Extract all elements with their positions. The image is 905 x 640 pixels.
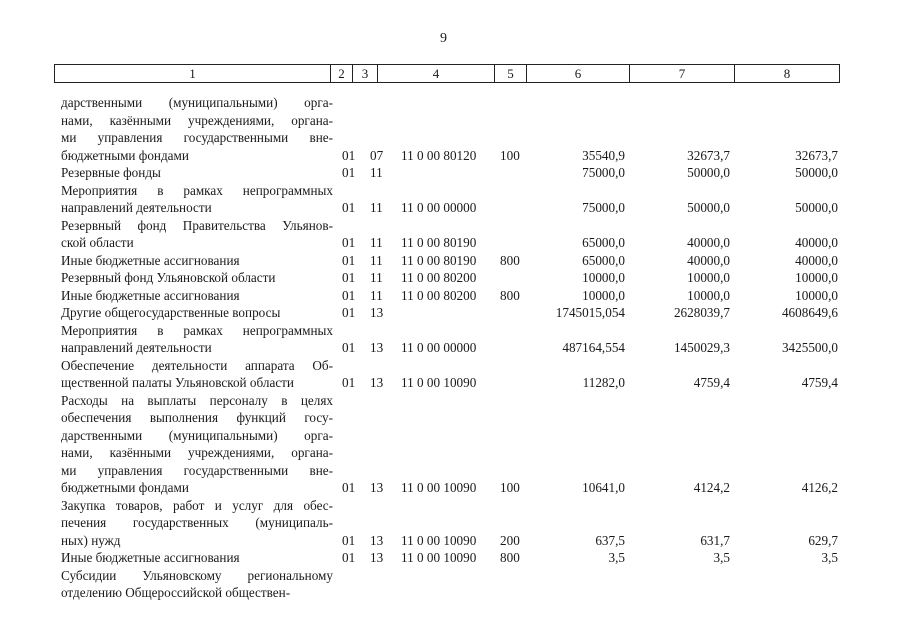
section-code: 01 [342,532,356,548]
target-article-code: 11 0 00 00000 [401,340,477,355]
subsection-code: 11 [370,252,383,268]
amount-col-7: 32673,7 [687,147,730,163]
subsection-code: 13 [370,480,384,495]
amount-col-6: 10000,0 [582,287,625,303]
expense-type-code: 800 [500,252,520,268]
description-line: Иные бюджетные ассигнования [61,252,240,268]
subsection-code: 11 [370,287,383,303]
table-row [0,182,905,217]
description-line: Иные бюджетные ассигнования [61,287,240,303]
description-line: печения государственных (муниципаль- [61,515,333,530]
amount-col-7: 50000,0 [687,200,730,215]
table-header [54,64,840,83]
description-line: ми управления государственными вне- [61,130,333,145]
description-line: Субсидии Ульяновскому региональному [61,567,333,583]
description-line: Закупка товаров, работ и услуг для обес- [61,497,333,513]
amount-col-7: 1450029,3 [673,340,730,355]
description-line: дарственными (муниципальными) орга- [61,95,333,110]
section-code: 01 [342,340,356,355]
subsection-code: 13 [370,532,384,548]
subsection-code: 11 [370,165,383,180]
amount-col-7: 4759,4 [693,375,730,390]
row-description [61,252,333,270]
header-col-1: 1 [55,65,331,82]
header-col-4: 4 [378,65,495,82]
description-line: бюджетными фондами [61,480,189,495]
description-line: направлений деятельности [61,340,212,355]
subsection-code: 13 [370,550,384,565]
amount-col-7: 2628039,7 [673,305,730,320]
amount-col-8: 40000,0 [795,252,838,268]
header-col-8: 8 [783,66,791,81]
target-article-code: 11 0 00 10090 [401,550,477,565]
row-description [61,567,333,602]
expense-type-code: 100 [500,480,520,495]
target-article-code: 11 0 00 80120 [401,147,477,163]
subsection-code: 11 [370,270,383,285]
description-line: ми управления государственными вне- [61,462,333,478]
amount-col-8: 4608649,6 [781,305,838,320]
header-col-6: 6 [527,65,630,82]
row-description [61,357,333,392]
description-line: направлений деятельности [61,200,212,215]
section-code: 01 [342,147,356,163]
description-line: Иные бюджетные ассигнования [61,550,240,565]
header-col-2: 2 [331,65,353,82]
subsection-code: 13 [370,375,384,390]
amount-col-6: 1745015,054 [555,305,625,320]
table-row [0,94,905,164]
header-col-3: 3 [353,65,378,82]
row-description [61,304,333,322]
description-line: Мероприятия в рамках непрограммных [61,322,333,338]
target-article-code: 11 0 00 80190 [401,235,477,250]
description-line: Мероприятия в рамках непрограммных [61,182,333,198]
target-article-code: 11 0 00 80190 [401,252,477,268]
section-code: 01 [342,375,356,390]
amount-col-7: 3,5 [713,550,730,565]
description-line: щественной палаты Ульяновской области [61,375,294,390]
description-line: бюджетными фондами [61,147,189,163]
section-code: 01 [342,165,356,180]
amount-col-7: 40000,0 [687,252,730,268]
amount-col-7: 50000,0 [687,165,730,180]
amount-col-8: 4126,2 [801,480,838,495]
amount-col-8: 50000,0 [795,200,838,215]
target-article-code: 11 0 00 10090 [401,480,477,495]
amount-col-6: 10000,0 [582,270,625,285]
amount-col-7: 10000,0 [687,287,730,303]
amount-col-6: 65000,0 [582,252,625,268]
table-row [0,252,905,270]
description-line: Обеспечение деятельности аппарата Об- [61,357,333,373]
subsection-code: 07 [370,147,384,163]
target-article-code: 11 0 00 00000 [401,200,477,215]
table-row [0,497,905,550]
row-description [61,549,333,567]
row-description [61,164,333,182]
row-description [61,269,333,287]
amount-col-6: 10641,0 [582,480,625,495]
amount-col-8: 32673,7 [795,147,838,163]
amount-col-8: 3,5 [821,550,838,565]
row-description [61,497,333,550]
expense-type-code: 800 [500,287,520,303]
description-line: нами, казёнными учреждениями, органа- [61,112,333,128]
section-code: 01 [342,287,356,303]
subsection-code: 13 [370,340,384,355]
row-description [61,392,333,497]
expense-type-code: 200 [500,532,520,548]
amount-col-7: 10000,0 [687,270,730,285]
row-description [61,182,333,217]
amount-col-6: 487164,554 [562,340,625,355]
amount-col-7: 4124,2 [693,480,730,495]
expense-type-code: 100 [500,147,520,163]
subsection-code: 11 [370,200,383,215]
page-number: 9 [440,31,447,46]
section-code: 01 [342,480,356,495]
amount-col-6: 637,5 [595,532,625,548]
amount-col-6: 35540,9 [582,147,625,163]
section-code: 01 [342,305,356,320]
description-line: Расходы на выплаты персоналу в целях [61,392,333,408]
expense-type-code: 800 [500,550,520,565]
section-code: 01 [342,550,356,565]
target-article-code: 11 0 00 80200 [401,287,477,303]
row-description [61,322,333,357]
description-line: ных) нужд [61,532,121,548]
table-row [0,304,905,322]
header-col-5: 5 [495,65,527,82]
section-code: 01 [342,270,356,285]
description-line: обеспечения выполнения функций госу- [61,410,333,425]
target-article-code: 11 0 00 10090 [401,532,477,548]
target-article-code: 11 0 00 80200 [401,270,477,285]
amount-col-7: 40000,0 [687,235,730,250]
table-row [0,217,905,252]
target-article-code: 11 0 00 10090 [401,375,477,390]
row-description [61,217,333,252]
subsection-code: 13 [370,305,384,320]
section-code: 01 [342,252,356,268]
row-description [61,287,333,305]
row-description [61,94,333,164]
table-row [0,357,905,392]
table-row [0,164,905,182]
amount-col-6: 3,5 [608,550,625,565]
description-line: Резервные фонды [61,165,161,180]
amount-col-8: 40000,0 [795,235,838,250]
amount-col-8: 3425500,0 [781,340,838,355]
amount-col-6: 75000,0 [582,200,625,215]
subsection-code: 11 [370,235,383,250]
amount-col-8: 10000,0 [795,287,838,303]
table-row [0,392,905,497]
table-row [0,269,905,287]
amount-col-6: 11282,0 [582,375,625,390]
amount-col-8: 629,7 [808,532,838,548]
description-line: Резервный фонд Ульяновской области [61,270,276,285]
table-row [0,322,905,357]
amount-col-7: 631,7 [700,532,730,548]
section-code: 01 [342,200,356,215]
description-line: отделению Общероссийской обществен- [61,585,291,600]
description-line: дарственными (муниципальными) орга- [61,427,333,443]
amount-col-8: 50000,0 [795,165,838,180]
description-line: Другие общегосударственные вопросы [61,305,281,320]
description-line: нами, казёнными учреждениями, органа- [61,445,333,460]
amount-col-8: 4759,4 [801,375,838,390]
amount-col-6: 65000,0 [582,235,625,250]
description-line: ской области [61,235,134,250]
section-code: 01 [342,235,356,250]
table-row [0,549,905,567]
amount-col-6: 75000,0 [582,165,625,180]
table-row [0,567,905,602]
header-col-7: 7 [630,65,735,82]
description-line: Резервный фонд Правительства Ульянов- [61,217,333,233]
amount-col-8: 10000,0 [795,270,838,285]
table-row [0,287,905,305]
